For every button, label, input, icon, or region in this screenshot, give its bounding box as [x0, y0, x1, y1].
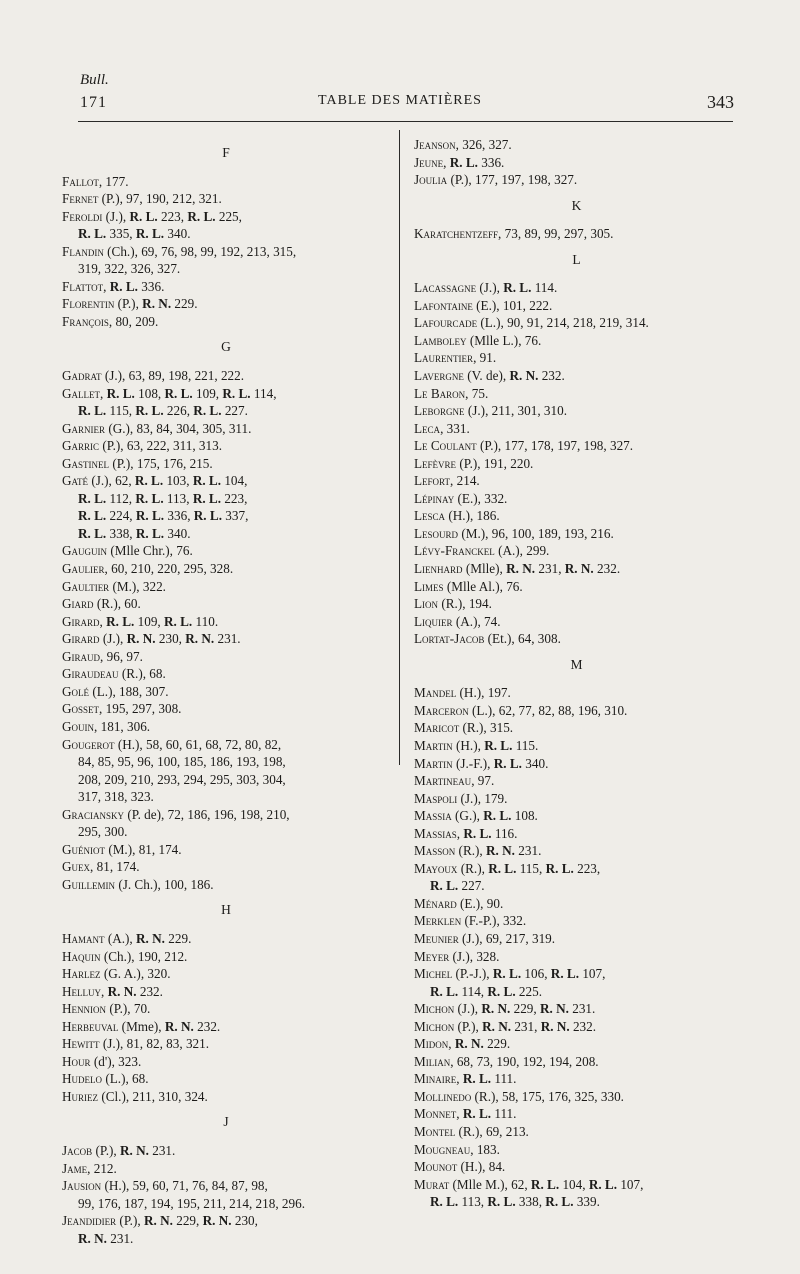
index-entry: [62, 700, 390, 718]
index-entry: [414, 860, 739, 895]
index-entry: [414, 912, 739, 930]
entry-line: Gosset, 195, 297, 308.: [62, 701, 182, 717]
index-entry: [62, 208, 390, 243]
entry-line: Guex, 81, 174.: [62, 859, 140, 875]
entry-line: Merklen (F.-P.), 332.: [414, 913, 527, 929]
index-entry: [414, 402, 739, 420]
index-entry: [414, 790, 739, 808]
entry-continuation: 84, 85, 95, 96, 100, 185, 186, 193, 198,: [78, 754, 286, 770]
entry-line: Lamboley (Mlle L.), 76.: [414, 332, 542, 348]
index-entry: [62, 841, 390, 859]
entry-continuation: R. L. 115, R. L. 226, R. L. 227.: [78, 403, 248, 419]
index-entry: [62, 173, 390, 191]
entry-continuation: 295, 300.: [78, 824, 128, 840]
index-entry: [414, 490, 739, 508]
index-entry: [414, 1158, 739, 1176]
entry-line: Mounot (H.), 84.: [414, 1159, 506, 1175]
entry-line: Michon (J.), R. N. 229, R. N. 231.: [414, 1001, 596, 1017]
index-entry: [414, 385, 739, 403]
entry-line: Guéniot (M.), 81, 174.: [62, 841, 182, 857]
entry-line: Jausion (H.), 59, 60, 71, 76, 84, 87, 98,: [62, 1178, 268, 1194]
index-entry: [62, 367, 390, 385]
index-entry: [62, 542, 390, 560]
entry-line: Lavergne (V. de), R. N. 232.: [414, 368, 565, 384]
index-entry: [414, 349, 739, 367]
entry-line: Giard (R.), 60.: [62, 596, 141, 612]
index-entry: [414, 1018, 739, 1036]
index-entry: [414, 755, 739, 773]
entry-continuation: 319, 322, 326, 327.: [78, 261, 181, 277]
entry-line: Lépinay (E.), 332.: [414, 490, 508, 506]
entry-line: Murat (Mlle M.), 62, R. L. 104, R. L. 107,: [414, 1176, 644, 1192]
entry-continuation: 99, 176, 187, 194, 195, 211, 214, 218, 296.: [78, 1195, 305, 1211]
page-number: 343: [707, 92, 734, 112]
entry-line: Michel (P.-J.), R. L. 106, R. L. 107,: [414, 966, 606, 982]
index-entry: [62, 1088, 390, 1106]
entry-line: Lesourd (M.), 96, 100, 189, 193, 216.: [414, 525, 614, 541]
index-entry: [62, 806, 390, 841]
index-entry: [62, 965, 390, 983]
index-entry: [62, 1177, 390, 1212]
entry-line: Joulia (P.), 177, 197, 198, 327.: [414, 172, 578, 188]
entry-line: Mollinedo (R.), 58, 175, 176, 325, 330.: [414, 1088, 624, 1104]
entry-line: Hennion (P.), 70.: [62, 1001, 151, 1017]
entry-line: Herbeuval (Mme), R. N. 232.: [62, 1018, 221, 1034]
index-entry: [62, 1018, 390, 1036]
index-entry: [414, 842, 739, 860]
index-entry: [414, 560, 739, 578]
entry-line: Mayoux (R.), R. L. 115, R. L. 223,: [414, 860, 601, 876]
index-entry: [414, 595, 739, 613]
index-entry: [414, 807, 739, 825]
entry-continuation: R. L. 114, R. L. 225.: [430, 983, 542, 999]
index-entry: [414, 1088, 739, 1106]
entry-continuation: 317, 318, 323.: [78, 789, 154, 805]
entry-line: Lefèvre (P.), 191, 220.: [414, 455, 534, 471]
entry-line: Lévy-Franckel (A.), 299.: [414, 543, 550, 559]
entry-line: Hewitt (J.), 81, 82, 83, 321.: [62, 1036, 210, 1052]
index-entry: [414, 895, 739, 913]
index-entry: [414, 702, 739, 720]
entry-line: Giraud, 96, 97.: [62, 648, 143, 664]
header-left-number: 171: [80, 94, 107, 111]
entry-line: Gaté (J.), 62, R. L. 103, R. L. 104,: [62, 473, 248, 489]
entry-line: Limes (Mlle Al.), 76.: [414, 578, 523, 594]
entry-line: Martin (H.), R. L. 115.: [414, 737, 539, 753]
entry-line: Huriez (Cl.), 211, 310, 324.: [62, 1088, 208, 1104]
entry-line: Hamant (A.), R. N. 229.: [62, 930, 192, 946]
index-entry: [414, 420, 739, 438]
index-entry: [62, 385, 390, 420]
index-entry: [414, 930, 739, 948]
index-entry: [414, 825, 739, 843]
entry-continuation: R. L. 227.: [430, 878, 485, 894]
section-letter-l: L: [572, 251, 581, 267]
entry-line: Girard (J.), R. N. 230, R. N. 231.: [62, 631, 241, 647]
entry-line: Gallet, R. L. 108, R. L. 109, R. L. 114,: [62, 385, 277, 401]
index-entry: [414, 455, 739, 473]
header-note: Bull.: [80, 72, 109, 88]
index-entry: [414, 630, 739, 648]
index-entry: [414, 437, 739, 455]
index-entry: [62, 472, 390, 542]
index-entry: [414, 1176, 739, 1211]
index-entry: [62, 736, 390, 806]
entry-line: Leca, 331.: [414, 420, 470, 436]
entry-line: Maricot (R.), 315.: [414, 720, 514, 736]
entry-line: Jeandidier (P.), R. N. 229, R. N. 230,: [62, 1213, 258, 1229]
index-entry: [62, 648, 390, 666]
index-entry: [414, 772, 739, 790]
index-entry: [414, 472, 739, 490]
index-entry: [62, 1160, 390, 1178]
entry-line: Lion (R.), 194.: [414, 596, 492, 612]
entry-line: Le Baron, 75.: [414, 385, 489, 401]
index-entry: [414, 525, 739, 543]
index-entry: [414, 737, 739, 755]
entry-line: Lafontaine (E.), 101, 222.: [414, 297, 553, 313]
section-letter-k: K: [571, 197, 582, 213]
entry-line: Karatchentzeff, 73, 89, 99, 297, 305.: [414, 226, 614, 242]
index-entry: [62, 313, 390, 331]
entry-line: Gougerot (H.), 58, 60, 61, 68, 72, 80, 82,: [62, 736, 282, 752]
entry-line: Lienhard (Mlle), R. N. 231, R. N. 232.: [414, 561, 621, 577]
index-entry: [414, 948, 739, 966]
index-entry: [414, 136, 739, 154]
index-entry: [62, 683, 390, 701]
entry-line: Golé (L.), 188, 307.: [62, 683, 169, 699]
entry-line: Laurentier, 91.: [414, 350, 497, 366]
entry-line: Hour (d'), 323.: [62, 1053, 142, 1069]
entry-line: Montel (R.), 69, 213.: [414, 1123, 529, 1139]
entry-line: Gastinel (P.), 175, 176, 215.: [62, 455, 213, 471]
entry-line: Gaultier (M.), 322.: [62, 578, 166, 594]
entry-continuation: R. L. 335, R. L. 340.: [78, 226, 191, 242]
entry-line: Ménard (E.), 90.: [414, 895, 504, 911]
index-entry: [62, 718, 390, 736]
index-entry: [62, 420, 390, 438]
entry-line: Le Coulant (P.), 177, 178, 197, 198, 327.: [414, 438, 634, 454]
index-entry: [414, 154, 739, 172]
entry-line: Meyer (J.), 328.: [414, 948, 500, 964]
entry-line: Lesca (H.), 186.: [414, 508, 500, 524]
index-entry: [414, 965, 739, 1000]
header-rule: [78, 121, 733, 122]
index-entry: [62, 1035, 390, 1053]
index-entry: [62, 1142, 390, 1160]
entry-continuation: R. L. 112, R. L. 113, R. L. 223,: [78, 490, 248, 506]
entry-line: Leborgne (J.), 211, 301, 310.: [414, 403, 568, 419]
index-entry: [62, 243, 390, 278]
entry-line: Mandel (H.), 197.: [414, 685, 511, 701]
page-title: TABLE DES MATIÈRES: [318, 93, 482, 108]
index-entry: [62, 948, 390, 966]
entry-continuation: R. N. 231.: [78, 1230, 134, 1246]
entry-line: Martin (J.-F.), R. L. 340.: [414, 755, 549, 771]
section-letter-j: J: [223, 1114, 229, 1130]
entry-line: Guillemin (J. Ch.), 100, 186.: [62, 876, 214, 892]
index-entry: [62, 858, 390, 876]
entry-line: Gauguin (Mlle Chr.), 76.: [62, 543, 193, 559]
entry-line: Feroldi (J.), R. L. 223, R. L. 225,: [62, 208, 242, 224]
entry-line: Graciansky (P. de), 72, 186, 196, 198, 210,: [62, 806, 290, 822]
index-entry: [414, 367, 739, 385]
entry-line: Hudelo (L.), 68.: [62, 1071, 149, 1087]
entry-line: Garric (P.), 63, 222, 311, 313.: [62, 438, 222, 454]
index-entry: [62, 295, 390, 313]
index-entry: [62, 1053, 390, 1071]
entry-continuation: R. L. 224, R. L. 336, R. L. 337,: [78, 508, 249, 524]
entry-line: Martineau, 97.: [414, 773, 495, 789]
index-entry: [414, 507, 739, 525]
index-entry: [414, 332, 739, 350]
entry-line: François, 80, 209.: [62, 313, 159, 329]
entry-line: Lafourcade (L.), 90, 91, 214, 218, 219, 314.: [414, 315, 649, 331]
index-entry: [414, 297, 739, 315]
index-entry: [414, 279, 739, 297]
index-entry: [62, 665, 390, 683]
entry-line: Lortat-Jacob (Et.), 64, 308.: [414, 631, 561, 647]
index-entry: [414, 1070, 739, 1088]
entry-line: Michon (P.), R. N. 231, R. N. 232.: [414, 1018, 597, 1034]
column-divider: [399, 130, 400, 765]
index-entry: [62, 437, 390, 455]
index-entry: [414, 578, 739, 596]
entry-line: Girard, R. L. 109, R. L. 110.: [62, 613, 219, 629]
index-entry: [414, 1141, 739, 1159]
index-entry: [62, 560, 390, 578]
entry-line: Giraudeau (R.), 68.: [62, 666, 166, 682]
index-entry: [62, 1212, 390, 1247]
entry-line: Marceron (L.), 62, 77, 82, 88, 196, 310.: [414, 702, 628, 718]
section-letter-m: M: [570, 656, 583, 672]
entry-line: Helluy, R. N. 232.: [62, 983, 163, 999]
index-entry: [414, 1053, 739, 1071]
entry-line: Massias, R. L. 116.: [414, 825, 518, 841]
index-entry: [62, 278, 390, 296]
entry-line: Milian, 68, 73, 190, 192, 194, 208.: [414, 1053, 599, 1069]
index-entry: [414, 719, 739, 737]
index-entry: [62, 455, 390, 473]
section-letter-h: H: [221, 902, 231, 918]
right-column: [414, 136, 739, 1211]
entry-line: Midon, R. N. 229.: [414, 1036, 511, 1052]
index-entry: [62, 578, 390, 596]
entry-line: Maspoli (J.), 179.: [414, 790, 508, 806]
index-entry: [62, 630, 390, 648]
entry-line: Harlez (G. A.), 320.: [62, 966, 171, 982]
entry-line: Monnet, R. L. 111.: [414, 1106, 517, 1122]
index-entry: [414, 542, 739, 560]
entry-line: Jeanson, 326, 327.: [414, 137, 512, 152]
entry-line: Jeune, R. L. 336.: [414, 154, 505, 170]
section-letter-g: G: [221, 339, 231, 355]
entry-continuation: R. L. 113, R. L. 338, R. L. 339.: [430, 1194, 600, 1210]
index-entry: [414, 314, 739, 332]
index-entry: [414, 225, 739, 243]
entry-line: Lefort, 214.: [414, 473, 480, 489]
index-entry: [62, 613, 390, 631]
entry-continuation: R. L. 338, R. L. 340.: [78, 525, 191, 541]
entry-line: Lacassagne (J.), R. L. 114.: [414, 280, 558, 296]
index-entry: [62, 876, 390, 894]
index-entry: [414, 613, 739, 631]
entry-line: Florentin (P.), R. N. 229.: [62, 296, 198, 312]
section-letter-f: F: [222, 145, 230, 160]
index-entry: [414, 684, 739, 702]
index-entry: [62, 1000, 390, 1018]
entry-line: Liquier (A.), 74.: [414, 613, 501, 629]
index-entry: [414, 1105, 739, 1123]
entry-line: Fallot, 177.: [62, 173, 129, 189]
entry-line: Garnier (G.), 83, 84, 304, 305, 311.: [62, 420, 252, 436]
entry-line: Haquin (Ch.), 190, 212.: [62, 948, 188, 964]
entry-line: Masson (R.), R. N. 231.: [414, 843, 542, 859]
entry-line: Minaire, R. L. 111.: [414, 1071, 517, 1087]
entry-line: Jame, 212.: [62, 1160, 117, 1176]
index-entry: [62, 983, 390, 1001]
entry-line: Gouin, 181, 306.: [62, 718, 151, 734]
entry-line: Jacob (P.), R. N. 231.: [62, 1142, 176, 1158]
index-entry: [62, 930, 390, 948]
entry-line: Gadrat (J.), 63, 89, 198, 221, 222.: [62, 368, 245, 384]
left-column: [62, 136, 390, 1247]
index-entry: [414, 171, 739, 189]
entry-line: Meunier (J.), 69, 217, 319.: [414, 930, 556, 946]
index-entry: [62, 190, 390, 208]
index-entry: [62, 1070, 390, 1088]
entry-line: Gaulier, 60, 210, 220, 295, 328.: [62, 561, 234, 577]
entry-line: Mougneau, 183.: [414, 1141, 500, 1157]
index-entry: [414, 1035, 739, 1053]
entry-line: Massia (G.), R. L. 108.: [414, 808, 538, 824]
index-entry: [62, 595, 390, 613]
entry-line: Flattot, R. L. 336.: [62, 278, 165, 294]
entry-line: Fernet (P.), 97, 190, 212, 321.: [62, 191, 222, 207]
entry-line: Flandin (Ch.), 69, 76, 98, 99, 192, 213, 315,: [62, 243, 297, 259]
entry-continuation: 208, 209, 210, 293, 294, 295, 303, 304,: [78, 771, 286, 787]
index-entry: [414, 1123, 739, 1141]
index-entry: [414, 1000, 739, 1018]
